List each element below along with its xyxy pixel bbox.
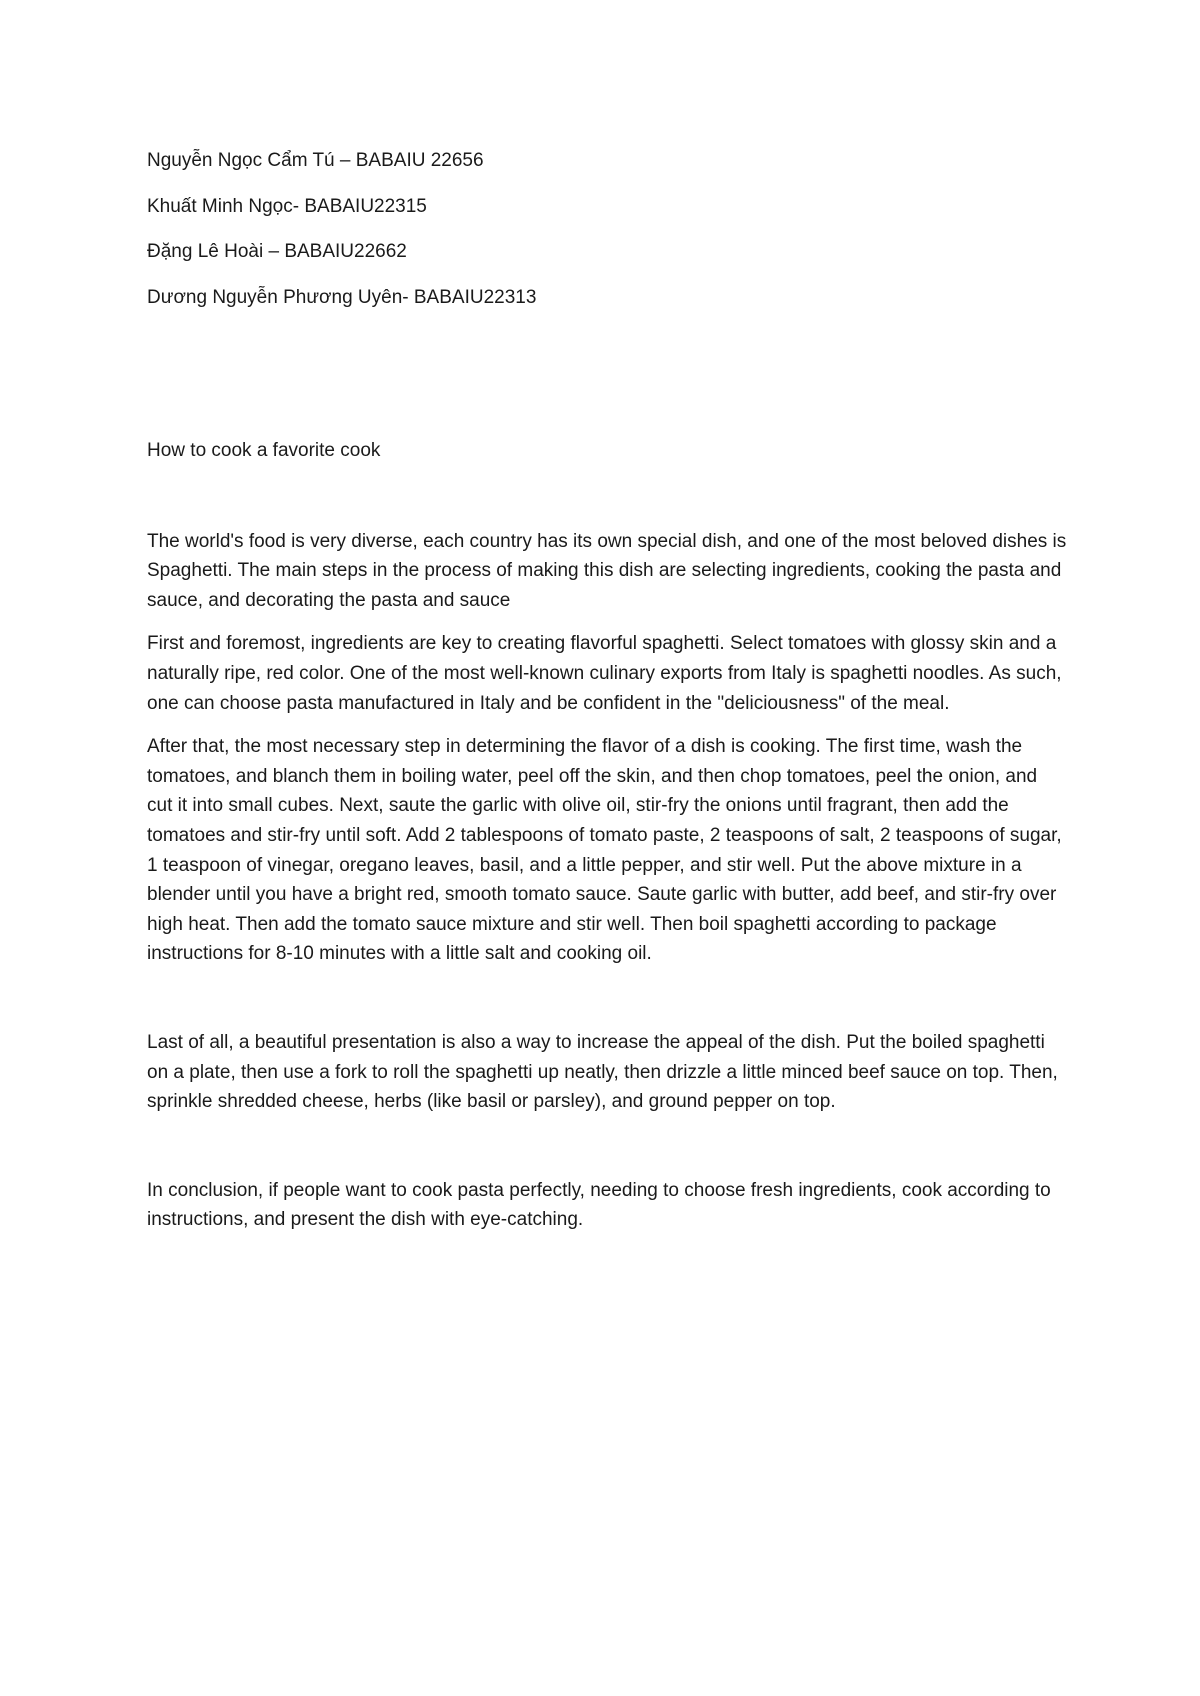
author-line-2: Khuất Minh Ngọc- BABAIU22315 <box>147 195 427 217</box>
paragraph-ingredients: First and foremost, ingredients are key to creating flavorful spaghetti. Select tomatoes with glossy skin and a naturally ripe, red color. One of the most well-known culinary exports from Italy is spaghetti noodles. As such, one can choose pasta manufactured in Italy and be confident in the "deliciousness" of the meal. <box>147 633 1062 714</box>
author-line-3: Đặng Lê Hoài – BABAIU22662 <box>147 241 407 262</box>
author-line-1: Nguyễn Ngọc Cẩm Tú – BABAIU 22656 <box>147 150 484 171</box>
paragraph-conclusion: In conclusion, if people want to cook pasta perfectly, needing to choose fresh ingredients, cook according to instructions, and present the dish with eye-catching. <box>147 1179 1051 1231</box>
paragraph-cooking: After that, the most necessary step in determining the flavor of a dish is cooking. The first time, wash the tomatoes, and blanch them in boiling water, peel off the skin, and then chop tomatoes, peel the onion, and cut it into small cubes. Next, saute the garlic with olive oil, stir-fry the onions until fragrant, then add the tomatoes and stir-fry until soft. Add 2 tablespoons of tomato paste, 2 teaspoons of salt, 2 teaspoons of sugar, 1 teaspoon of vinegar, oregano leaves, basil, and a little pepper, and stir well. Put the above mixture in a blender until you have a bright red, smooth tomato sauce. Saute garlic with butter, add beef, and stir-fry over high heat. Then add the tomato sauce mixture and stir well. Then boil spaghetti according to package instructions for 8-10 minutes with a little salt and cooking oil. <box>147 736 1062 965</box>
document-title: How to cook a favorite cook <box>147 440 381 461</box>
paragraph-presentation: Last of all, a beautiful presentation is also a way to increase the appeal of the dish. Put the boiled spaghetti on a plate, then use a fork to roll the spaghetti up neatly, then drizzle a little minced beef sauce on top. Then, sprinkle shredded cheese, herbs (like basil or parsley), and ground pepper on top. <box>147 1031 1058 1113</box>
document-body <box>147 146 1067 1235</box>
author-line-4: Dương Nguyễn Phương Uyên- BABAIU22313 <box>147 286 537 308</box>
paragraph-introduction: The world's food is very diverse, each country has its own special dish, and one of the most beloved dishes is Spaghetti. The main steps in the process of making this dish are selecting ingredients, cooking the pasta and sauce, and decorating the pasta and sauce <box>147 530 1067 611</box>
